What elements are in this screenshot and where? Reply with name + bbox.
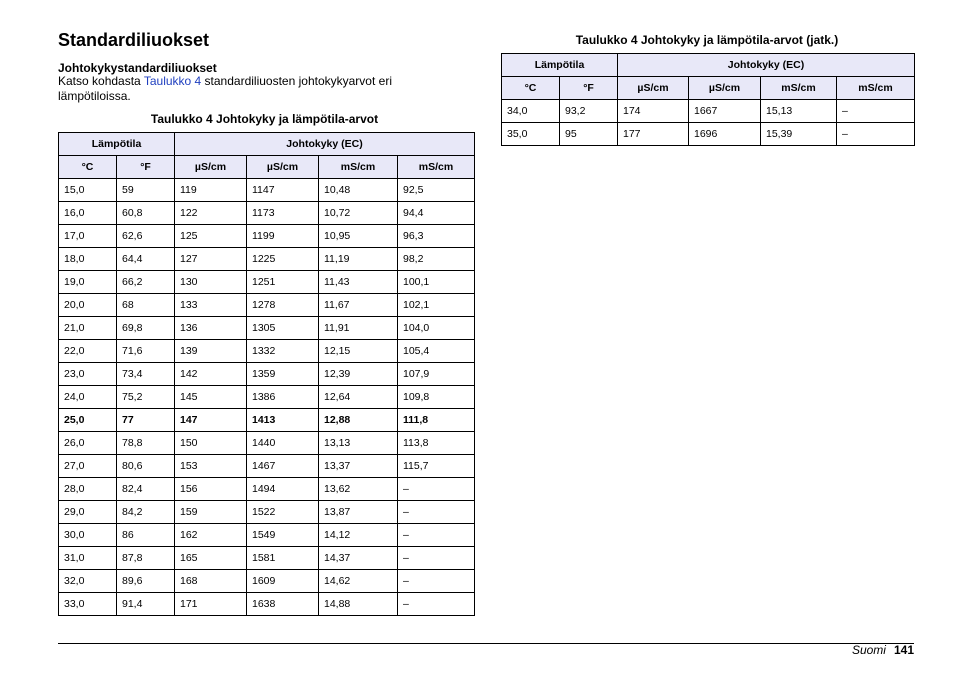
table-cell: 1696: [689, 123, 761, 146]
table-cell: 1386: [247, 386, 319, 409]
table-cell: 62,6: [117, 225, 175, 248]
footer-language: Suomi: [851, 643, 886, 657]
table-cell: 27,0: [59, 455, 117, 478]
table-cell: –: [398, 478, 475, 501]
table-cell: 14,88: [319, 593, 398, 616]
table-cell: 77: [117, 409, 175, 432]
table-cell: 1278: [247, 294, 319, 317]
table-cell: 162: [175, 524, 247, 547]
table-cell: 1199: [247, 225, 319, 248]
table-cell: 1609: [247, 570, 319, 593]
table-row: [59, 271, 475, 294]
table-cell: 156: [175, 478, 247, 501]
table-cell: 96,3: [398, 225, 475, 248]
table-cell: 69,8: [117, 317, 175, 340]
table-cell: –: [398, 524, 475, 547]
table-cell: 100,1: [398, 271, 475, 294]
table-row: [59, 179, 475, 202]
table-cell: –: [398, 593, 475, 616]
table-cell: 28,0: [59, 478, 117, 501]
table-cell: 93,2: [560, 100, 618, 123]
table-cell: 86: [117, 524, 175, 547]
table-cell: 1225: [247, 248, 319, 271]
table-cell: 1251: [247, 271, 319, 294]
table-cell: 23,0: [59, 363, 117, 386]
footer-divider: [58, 643, 914, 644]
intro-text-before: Katso kohdasta: [58, 74, 144, 88]
table-cell: 177: [618, 123, 689, 146]
table-cell: 75,2: [117, 386, 175, 409]
col-ms-cm-2: mS/cm: [837, 77, 915, 100]
table-cell: 87,8: [117, 547, 175, 570]
table-cell: 105,4: [398, 340, 475, 363]
table-cell: 165: [175, 547, 247, 570]
table-cell: 111,8: [398, 409, 475, 432]
table-row: [59, 386, 475, 409]
conductivity-table: [58, 132, 475, 616]
table-cell: 1359: [247, 363, 319, 386]
table-cell: 12,39: [319, 363, 398, 386]
conductivity-table-continued: [501, 53, 915, 146]
table-cell: 31,0: [59, 547, 117, 570]
table-cell: 68: [117, 294, 175, 317]
col-celsius: °C: [502, 77, 560, 100]
table-cell: 34,0: [502, 100, 560, 123]
col-fahrenheit: °F: [117, 156, 175, 179]
table-cell: 71,6: [117, 340, 175, 363]
table-cell: 16,0: [59, 202, 117, 225]
table-cell: 18,0: [59, 248, 117, 271]
table-cell: –: [398, 547, 475, 570]
page-title: Standardiliuokset: [58, 30, 210, 50]
table-cell: 92,5: [398, 179, 475, 202]
table-cell: 150: [175, 432, 247, 455]
col-celsius: °C: [59, 156, 117, 179]
col-ms-cm-2: mS/cm: [398, 156, 475, 179]
table-cell: 12,88: [319, 409, 398, 432]
col-ms-cm-1: mS/cm: [761, 77, 837, 100]
table-cell: 95: [560, 123, 618, 146]
table-cell: 15,0: [59, 179, 117, 202]
table-cell: 84,2: [117, 501, 175, 524]
table-row: [59, 202, 475, 225]
intro-text-after: standardiliuosten johtokykyarvot eri lämpötiloissa.: [58, 74, 392, 103]
table-row: [59, 340, 475, 363]
table-row: [59, 455, 475, 478]
table-cell: 1173: [247, 202, 319, 225]
table-cell: 35,0: [502, 123, 560, 146]
table-cell: 1440: [247, 432, 319, 455]
table-cell: 13,37: [319, 455, 398, 478]
table-left-caption: Taulukko 4 Johtokyky ja lämpötila-arvot: [150, 112, 379, 126]
table-row: [59, 501, 475, 524]
table-row: [59, 409, 475, 432]
table-cell: 19,0: [59, 271, 117, 294]
table-cell: 10,48: [319, 179, 398, 202]
table-cell: 127: [175, 248, 247, 271]
col-us-cm-1: µS/cm: [618, 77, 689, 100]
table-row: [502, 100, 915, 123]
table-cell: 11,19: [319, 248, 398, 271]
table-cell: –: [398, 570, 475, 593]
table-cell: 122: [175, 202, 247, 225]
table-cell: 80,6: [117, 455, 175, 478]
table-cell: 159: [175, 501, 247, 524]
table-row: [59, 294, 475, 317]
table-cell: 1638: [247, 593, 319, 616]
table-cell: 14,12: [319, 524, 398, 547]
table-cell: 98,2: [398, 248, 475, 271]
table-cell: 30,0: [59, 524, 117, 547]
page-number: 141: [893, 643, 914, 657]
table-cell: 1522: [247, 501, 319, 524]
header-temperature: Lämpötila: [59, 133, 175, 156]
table-cell: 1549: [247, 524, 319, 547]
table-row: [59, 248, 475, 271]
table-cell: 26,0: [59, 432, 117, 455]
table-cell: 10,72: [319, 202, 398, 225]
table-cell: 145: [175, 386, 247, 409]
table-cell: 1413: [247, 409, 319, 432]
table-cell: 73,4: [117, 363, 175, 386]
col-ms-cm-1: mS/cm: [319, 156, 398, 179]
conductivity-table-body: [59, 179, 475, 616]
table-cell: 12,64: [319, 386, 398, 409]
table-row: [59, 225, 475, 248]
table-cell: 1147: [247, 179, 319, 202]
table-cell: 136: [175, 317, 247, 340]
table-cell: 119: [175, 179, 247, 202]
table-cell: 82,4: [117, 478, 175, 501]
table-cell: 11,91: [319, 317, 398, 340]
table-cell: 107,9: [398, 363, 475, 386]
table-row: [59, 317, 475, 340]
table-row: [59, 432, 475, 455]
table-cell: 94,4: [398, 202, 475, 225]
table-cell: 139: [175, 340, 247, 363]
table-cell: 174: [618, 100, 689, 123]
table-cell: 130: [175, 271, 247, 294]
page-footer: [852, 643, 914, 657]
table-cell: 59: [117, 179, 175, 202]
table-cell: 12,15: [319, 340, 398, 363]
table-cell: 20,0: [59, 294, 117, 317]
table-row: [502, 123, 915, 146]
header-temperature: Lämpötila: [502, 54, 618, 77]
table-cell: 17,0: [59, 225, 117, 248]
table-cell: 171: [175, 593, 247, 616]
table-cell: 29,0: [59, 501, 117, 524]
table-row: [59, 593, 475, 616]
intro-paragraph: [58, 74, 458, 104]
table-cell: 125: [175, 225, 247, 248]
table-cell: 66,2: [117, 271, 175, 294]
col-us-cm-1: µS/cm: [175, 156, 247, 179]
section-heading: Johtokykystandardiliuokset: [58, 61, 217, 75]
table-row: [59, 478, 475, 501]
table-cell: –: [837, 123, 915, 146]
table-cell: 1467: [247, 455, 319, 478]
header-conductivity: Johtokyky (EC): [175, 133, 475, 156]
table-cell: 14,62: [319, 570, 398, 593]
table-cell: 64,4: [117, 248, 175, 271]
table-cell: 60,8: [117, 202, 175, 225]
table-cell: 15,13: [761, 100, 837, 123]
col-fahrenheit: °F: [560, 77, 618, 100]
table-cell: 1305: [247, 317, 319, 340]
table-cell: 13,13: [319, 432, 398, 455]
table-cell: 11,43: [319, 271, 398, 294]
table-row: [59, 547, 475, 570]
table-cell: 115,7: [398, 455, 475, 478]
table-cell: 89,6: [117, 570, 175, 593]
table-cell: 153: [175, 455, 247, 478]
table-cell: 14,37: [319, 547, 398, 570]
table-row: [59, 363, 475, 386]
table-cell: 78,8: [117, 432, 175, 455]
table-cell: 91,4: [117, 593, 175, 616]
table-cell: 24,0: [59, 386, 117, 409]
table-cell: 1332: [247, 340, 319, 363]
table-cell: 1667: [689, 100, 761, 123]
table-cell: 25,0: [59, 409, 117, 432]
table-cell: 13,62: [319, 478, 398, 501]
table-cell: 11,67: [319, 294, 398, 317]
table-cell: 33,0: [59, 593, 117, 616]
table-cell: –: [398, 501, 475, 524]
header-conductivity: Johtokyky (EC): [618, 54, 915, 77]
table-row: [59, 570, 475, 593]
table-cell: 10,95: [319, 225, 398, 248]
table-cell: 15,39: [761, 123, 837, 146]
table-cell: 147: [175, 409, 247, 432]
table-cell: 113,8: [398, 432, 475, 455]
table-cell: 142: [175, 363, 247, 386]
table-cell: 1494: [247, 478, 319, 501]
table-cell: 32,0: [59, 570, 117, 593]
table-cell: 133: [175, 294, 247, 317]
table-cell: 22,0: [59, 340, 117, 363]
conductivity-table-continued-body: [502, 100, 915, 146]
table-cell: 104,0: [398, 317, 475, 340]
table-cell: 21,0: [59, 317, 117, 340]
col-us-cm-2: µS/cm: [247, 156, 319, 179]
table-cell: 109,8: [398, 386, 475, 409]
table-reference-link[interactable]: Taulukko 4: [143, 74, 202, 88]
table-cell: –: [837, 100, 915, 123]
table-row: [59, 524, 475, 547]
table-cell: 13,87: [319, 501, 398, 524]
col-us-cm-2: µS/cm: [689, 77, 761, 100]
table-right-caption: Taulukko 4 Johtokyky ja lämpötila-arvot (jatk.): [575, 33, 839, 47]
table-cell: 168: [175, 570, 247, 593]
table-cell: 102,1: [398, 294, 475, 317]
table-cell: 1581: [247, 547, 319, 570]
